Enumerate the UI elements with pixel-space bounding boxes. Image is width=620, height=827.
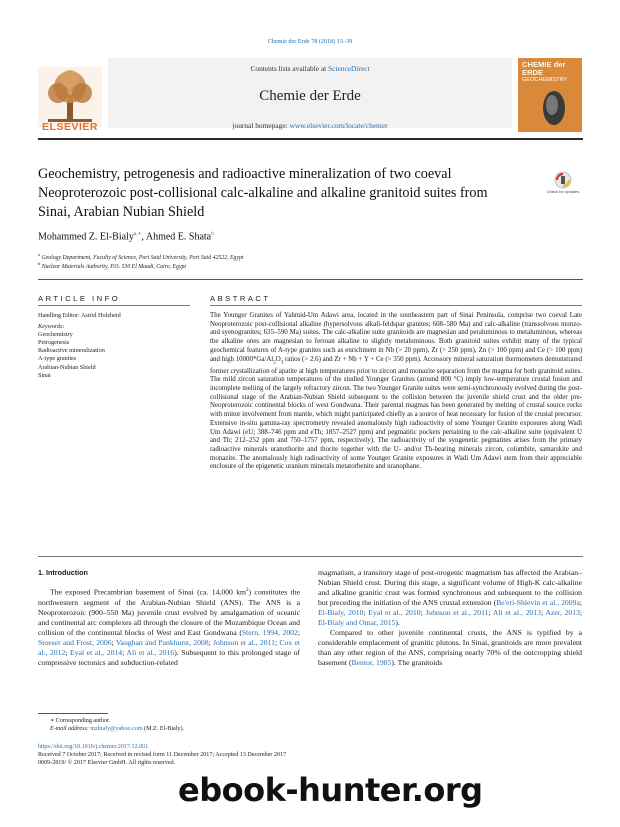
body-column-right: [318, 568, 582, 668]
body-text: ;: [208, 637, 214, 647]
abstract-part: O: [275, 355, 281, 363]
body-paragraph: [318, 568, 582, 628]
body-text: Compared to other juvenile continental crusts, the ANS is typified by a considerable emplacement of granitic plutons. In Sinai, granitoids are more prevalent than any other region of the ANS, comprising nearly 70% of the outcropping shield basement (: [318, 628, 582, 667]
corresponding-author-note: ∗ Corresponding author.: [50, 718, 111, 724]
sciencedirect-link[interactable]: ScienceDirect: [328, 64, 370, 73]
body-text: ;: [579, 608, 583, 617]
author-name[interactable]: Mohammed Z. El-Bialy: [38, 231, 134, 243]
affil-marker: a: [38, 252, 40, 257]
homepage-line: [108, 121, 512, 130]
keyword-item: Radioactive mineralization: [38, 347, 105, 355]
check-for-updates-label[interactable]: Check for updates: [546, 189, 580, 194]
cover-rock-image: [518, 58, 582, 132]
keyword-item: Sinai: [38, 371, 51, 379]
homepage-prefix: journal homepage:: [232, 121, 290, 130]
article-title: Geochemistry, petrogenesis and radioactive mineralization of two coeval Neoproterozoic post-collisional calc-alkaline and alkaline granitoid suites from Sinai, Arabian Nubian Shield: [38, 166, 488, 220]
citation-link[interactable]: Eyal et al., 2010: [368, 608, 421, 617]
citation-link[interactable]: Ali et al., 2016: [126, 647, 175, 657]
footnote: [38, 717, 338, 734]
abstract-bottom-rule: [38, 556, 583, 557]
copyright-line: 0009-2819/ © 2017 Elsevier GmbH. All rights reserved.: [38, 760, 176, 767]
cover-title: CHEMIE der ERDE: [522, 60, 566, 77]
abstract-part: The Younger Granites of Yahmid-Um Adawi area, located in the southeastern part of Sinai Peninsula, comprise two coeval Late Neoproterozoic post-collisional alkaline (hypersolvous alkali-feldspar granites; 608–580 Ma) and calc-alkaline (transsolvous monzo- and syenogranites; 635–590 Ma) suites. The calc-alkaline suite granitoids are magnesian and peraluminous to metaluminous, whereas the alkaline ones are magnesian to ferroan alkaline to slightly metaluminous. Both granitoid suites exhibit many of the typical geochemical features of A-type granites such as enrichment in Nb (> 20 ppm), Zr (> 250 ppm), Zn (> 100 ppm) and Ce (> 100 ppm) and high 10000*Ga/Al: [210, 312, 582, 363]
received-dates: Received 7 October 2017; Received in revised form 11 December 2017; Accepted 13 December 2017: [38, 752, 287, 759]
citation-link[interactable]: Bentor, 1985: [351, 658, 392, 667]
body-text: ;: [122, 647, 127, 657]
body-column-left: [38, 568, 300, 668]
affil-marker: b: [38, 261, 41, 266]
title-rule: [38, 279, 583, 280]
citation-link[interactable]: Johnson et al., 2011: [425, 608, 489, 617]
citation-link[interactable]: Stoeser and Frost, 2006: [38, 637, 112, 647]
body-text: ;: [488, 608, 493, 617]
body-text: ).: [395, 618, 400, 627]
citation-link[interactable]: Vaughan and Pankhurst, 2008: [115, 637, 209, 647]
email-label: E-mail address:: [50, 726, 91, 733]
citation-link[interactable]: Stern, 1994, 2002: [241, 627, 298, 637]
keyword-item: Geochemistry: [38, 331, 73, 339]
affil-text: Nuclear Materials Authority, P.O. 530 El Maadi, Cairo, Egypt: [41, 263, 187, 270]
email-owner: (M.Z. El-Bialy).: [142, 726, 185, 733]
cover-subtitle: GEOCHEMISTRY: [522, 77, 568, 83]
author-affil-marker[interactable]: b: [211, 231, 214, 237]
homepage-link[interactable]: www.elsevier.com/locate/chemer: [289, 121, 388, 130]
abstract-subscript: 2: [273, 359, 276, 365]
watermark-text: ebook-hunter.org: [178, 771, 483, 809]
body-text: ) constitutes the northwestern segment of the Arabian-Nubian Shield (ANS). The ANS is a Neoproterozoic (900–550 Ma) juvenile crust evolved by amalgamation of oceanic and continental arc complexes all through the closure of the Mozambique Ocean and collision of the continental blocks of West and East Gondwana (: [38, 587, 300, 637]
section-heading-introduction: 1. Introduction: [38, 568, 88, 577]
body-text: magmatism, a transitory stage of post-orogenic magmatism has affected the Arabian–Nubian Shield crust. During this stage, a significant volume of High-K calc-alkaline and alkaline granitic crust was formed synchronous and subsequent to the collision but preceding the initiation of the ANS crustal extension (: [318, 568, 582, 607]
body-text: ). The granitoids: [391, 658, 443, 667]
handling-editor: Handling Editor: Astrid Holzheid: [38, 312, 121, 319]
keyword-item: Petrogenesis: [38, 339, 70, 347]
citation-link[interactable]: El-Bialy, 2010: [318, 608, 364, 617]
contents-line: [108, 64, 512, 73]
citation-link[interactable]: Azer, 2013: [545, 608, 580, 617]
body-text: The exposed Precambrian basement of Sinai (ca. 14,000 km: [50, 587, 247, 597]
publisher-name: ELSEVIER: [42, 121, 98, 133]
author-separator: ,: [141, 231, 146, 243]
body-text: ;: [540, 608, 546, 617]
author-list: [38, 231, 214, 242]
info-rule: [38, 305, 190, 306]
email-link[interactable]: mzbialy@yahoo.com: [90, 726, 143, 733]
keyword-item: A-type granites: [38, 355, 77, 363]
abstract-text: [210, 312, 582, 472]
body-text: ;: [297, 627, 301, 637]
article-info: [38, 312, 190, 380]
affil-text: Geology Department, Faculty of Science, Port Said University, Port Said 42522, Egypt: [41, 254, 244, 261]
keywords-label: Keywords:: [38, 323, 65, 331]
citation-link[interactable]: Be'eri-Shlevin et al., 2009a: [496, 598, 580, 607]
affiliation-a: [38, 252, 244, 261]
journal-title: Chemie der Erde: [259, 88, 361, 104]
doi-link[interactable]: https://doi.org/10.1016/j.chemer.2017.12.001: [38, 744, 149, 750]
affiliation-b: [38, 261, 186, 270]
keyword-item: Arabian-Nubian Shield: [38, 363, 96, 371]
header-rule: [38, 138, 583, 140]
citation-link[interactable]: Cox et al., 2012: [38, 637, 301, 657]
author-affil-marker[interactable]: a,∗: [133, 231, 142, 237]
author-name[interactable]: Ahmed E. Shata: [145, 231, 212, 243]
body-paragraph: [318, 628, 582, 668]
check-for-updates-icon[interactable]: [548, 170, 578, 204]
body-text: ;: [420, 608, 426, 617]
body-superscript: 2: [246, 588, 249, 593]
body-text: ;: [111, 637, 116, 647]
journal-reference[interactable]: Chemie der Erde 78 (2018) 15–39: [267, 38, 353, 45]
journal-cover[interactable]: [518, 58, 582, 132]
abstract-heading: ABSTRACT: [210, 294, 271, 303]
contents-prefix: Contents lists available at: [250, 64, 329, 73]
body-text: ;: [275, 637, 280, 647]
footnote-rule: [38, 713, 108, 714]
abstract-subscript: 3: [280, 359, 284, 365]
body-text: ;: [579, 598, 582, 607]
email-line: [38, 725, 338, 733]
citation-link[interactable]: Johnson et al., 2011: [213, 637, 275, 647]
body-text: ;: [363, 608, 369, 617]
citation-link[interactable]: Eyal et al., 2014: [70, 647, 123, 657]
abstract-part: ratios (> 2.6) and Zr + Nb + Y + Ce (> 350 ppm). Accessory mineral saturation thermometers demonstrated former crystallization of apatite at high temperatures prior to zircon and monazite separation from the magma for both granitoid suites. The mild zircon saturation temperatures of the studied Younger Granites (around 800 °C) imply low-temperature crustal fusion and incomplete melting of the largely refractory zircon. The two Younger Granite suites were semi-synchronously evolved during the post-collisional stage of the Arabian-Nubian Shield subsequent to the collision between the juvenile shield crust and the older pre-Neoproterozoic continental blocks of west Gondwana. Their parental magmas has been generated by melting of crustal source rocks with minor involvement from mantle, which might participated chiefly as a source of heat necessary for fusion of the crustal precursor. Extensive in-situ gamma-ray spectrometry revealed anomalously high radioactivity of some Younger Granite exposures along Wadi Um Adawi (eU; 388–746 ppm and eTh; 1857–2527 ppm) and pegmatitic pockets pertaining to the calc-alkaline suite (equivalent U and Th; 212–252 ppm and 750–1757 ppm, respectively). The radioactivity of the syngenetic pegmatites arises from the primary radioactive minerals uranothorite and thorite together with the U- and/or Th-bearing minerals zircon, columbite, samarskite and monazite. The anomalously high radioactivity of some Younger Granite exposures in Wadi Um Adawi stem from their appreciable enclosure of the epigenetic uranium minerals metatorbenite and uranophane.: [210, 355, 582, 471]
article-info-heading: ARTICLE INFO: [38, 294, 121, 303]
abstract-rule: [210, 305, 582, 306]
body-text: ). Subsequent to this prolonged stage of compressive tectonics and subduction-related: [38, 647, 300, 667]
body-text: ;: [65, 647, 71, 657]
body-paragraph: [38, 586, 300, 668]
citation-link[interactable]: Ali et al., 2013: [492, 608, 541, 617]
citation-link[interactable]: El-Bialy and Omar, 2015: [318, 618, 396, 627]
article-metadata: [38, 743, 398, 768]
